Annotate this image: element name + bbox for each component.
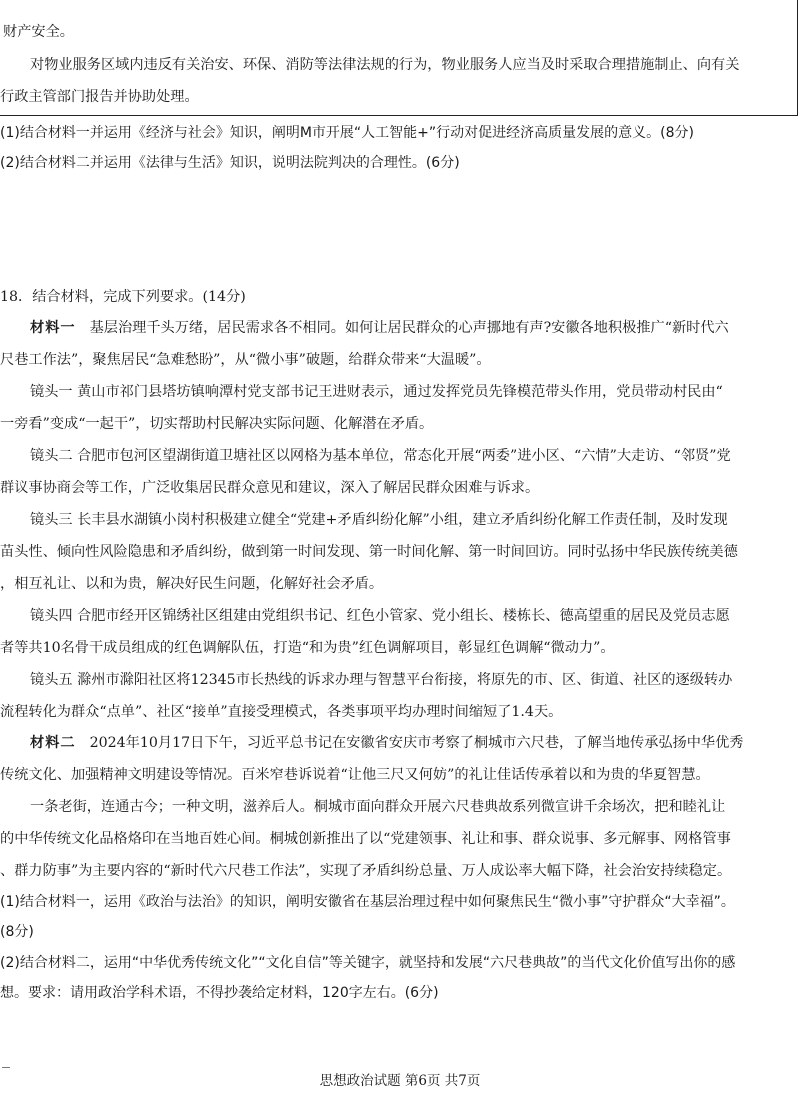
- question-18-sub-1: (8分): [0, 924, 34, 940]
- material-2-text: 、群力防事”为主要内容的“新时代六尺巷工作法”，实现了矛盾纠纷总量、万人成讼率大幅下降，社会治安持续稳定。: [0, 863, 732, 879]
- scene-4-text: 镜头四 合肥市经开区锦绣社区组建由党组织书记、红色小管家、党小组长、楼栋长、德高望重的居民及党员志愿: [30, 608, 730, 624]
- material-2-text: 的中华传统文化品格烙印在当地百姓心间。桐城创新推出了以“党建领事、礼让和事、群众说事、多元解事、网格管事: [0, 831, 731, 847]
- material-text: 对物业服务区域内违反有关治安、环保、消防等法律法规的行为，物业服务人应当及时采取合理措施制止、向有关: [30, 57, 740, 73]
- scene-1-text: 一旁看”变成“一起干”，切实帮助村民解决实际问题、化解潜在矛盾。: [0, 416, 434, 432]
- scene-3-text: ，相互礼让、以和为贵，解决好民生问题，化解好社会矛盾。: [0, 576, 384, 592]
- scene-5-text: 镜头五 滁州市滁阳社区将12345市长热线的诉求办理与智慧平台衔接，将原先的市、区、街道、社区的逐级转办: [30, 672, 733, 688]
- scene-1-text: 镜头一 黄山市祁门县塔坊镇响潭村党支部书记王进财表示，通过发挥党员先锋模范带头作用，党员带动村民由“: [30, 384, 723, 400]
- scene-4-text: 者等共10名骨干成员组成的红色调解队伍，打造“和为贵”红色调解项目，彰显红色调解“微动力”。: [0, 640, 615, 656]
- question-18-sub-2: (2)结合材料二，运用“中华优秀传统文化”“文化自信”等关键字，就坚持和发展“六尺巷典故”的当代文化价值写出你的感: [0, 955, 736, 971]
- material-2-line: 2024年10月17日下午，习近平总书记在安徽省安庆市考察了桐城市六尺巷，了解当地传承弘扬中华优秀: [89, 735, 744, 751]
- question-17-sub-2: (2)结合材料二并运用《法律与生活》知识，说明法院判决的合理性。(6分): [0, 155, 460, 171]
- material-1-text: [30, 318, 729, 338]
- scene-2-text: 群议事协商会等工作，广泛收集居民群众意见和建议，深入了解居民群众困难与诉求。: [0, 480, 540, 496]
- scene-3-text: 苗头性、倾向性风险隐患和矛盾纠纷，做到第一时间发现、第一时间化解、第一时间回访。同时弘扬中华民族传统美德: [0, 544, 738, 560]
- material-2-text: 传统文化、加强精神文明建设等情况。百米窄巷诉说着“让他三尺又何妨”的礼让佳话传承着以和为贵的华夏智慧。: [0, 767, 710, 783]
- material-2-label: 材料二: [30, 735, 76, 751]
- question-18-sub-1: (1)结合材料一，运用《政治与法治》的知识，阐明安徽省在基层治理过程中如何聚焦民生“微小事”守护群众“大幸福”。: [0, 894, 735, 910]
- material-1-text: 尺巷工作法”，聚焦居民“急难愁盼”，从“微小事”破题，给群众带来“大温暖”。: [0, 352, 491, 368]
- scene-3-text: 镜头三 长丰县水湖镇小岗村积极建立健全“党建+矛盾纠纷化解”小组，建立矛盾纠纷化解工作责任制，及时发现: [30, 512, 728, 528]
- material-text: 财产安全。: [3, 24, 74, 40]
- question-18-sub-2: 想。要求：请用政治学科术语，不得抄袭给定材料，120字左右。(6分): [0, 985, 439, 1001]
- scene-5-text: 流程转化为群众“点单”、社区“接单”直接受理模式，各类事项平均办理时间缩短了1.4天。: [0, 704, 563, 720]
- material-1-line: 基层治理千头万绪，居民需求各不相同。如何让居民群众的心声挪地有声?安徽各地积极推广“新时代六: [89, 320, 729, 336]
- material-1-label: 材料一: [30, 320, 76, 336]
- material-2-text: [30, 733, 743, 753]
- margin-mark: [2, 1067, 10, 1068]
- page-footer: 思想政治试题 第6页 共7页: [319, 1073, 481, 1089]
- material-text: 行政主管部门报告并协助处理。: [0, 89, 199, 105]
- question-18-title: 18．结合材料，完成下列要求。(14分): [0, 289, 246, 305]
- scene-2-text: 镜头二 合肥市包河区望湖街道卫塘社区以网格为基本单位，常态化开展“两委”进小区、“六情”大走访、“邻贤”党: [30, 448, 731, 464]
- material-2-text: 一条老街，连通古今；一种文明，滋养后人。桐城市面向群众开展六尺巷典故系列微宣讲千余场次，把和睦礼让: [30, 799, 726, 815]
- question-17-sub-1: (1)结合材料一并运用《经济与社会》知识，阐明M市开展“人工智能+”行动对促进经济高质量发展的意义。(8分): [0, 125, 694, 141]
